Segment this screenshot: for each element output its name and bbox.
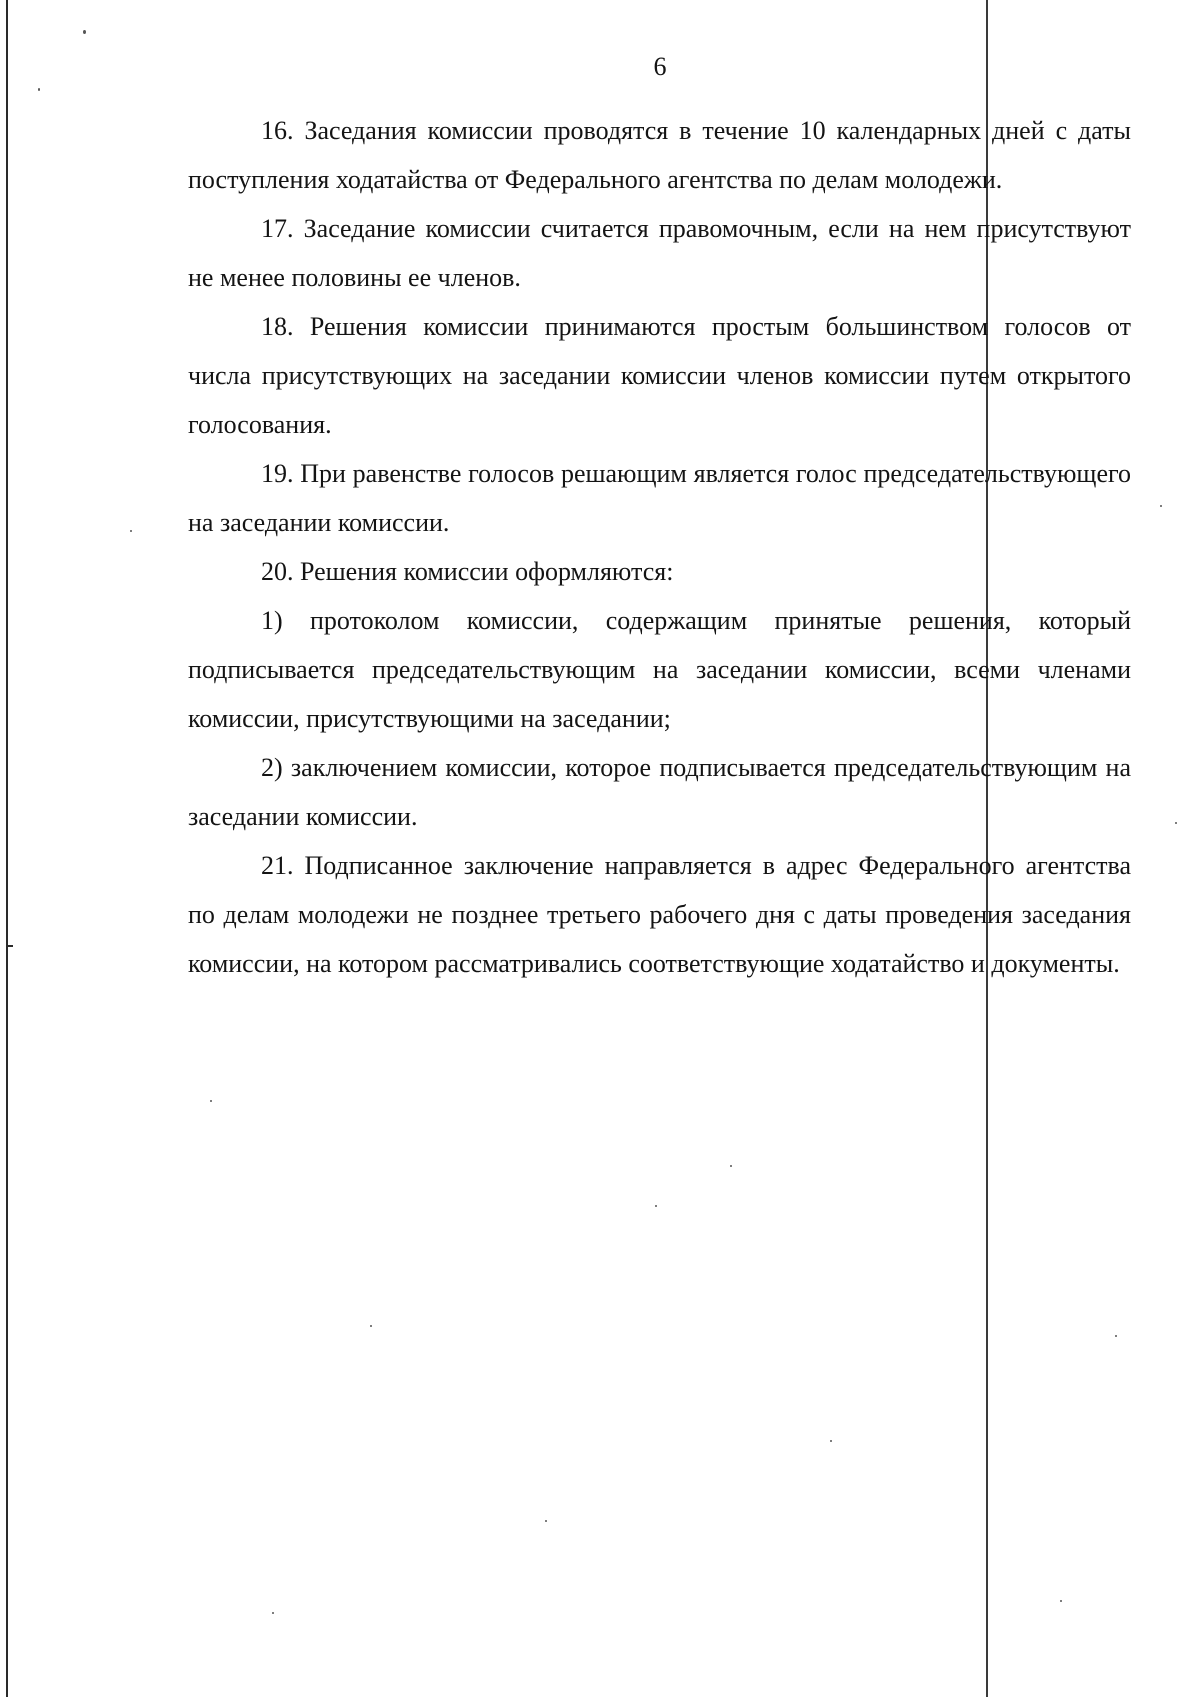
scan-speck: [272, 1612, 274, 1614]
paragraph-20-item-1: 1) протоколом комиссии, содержащим принятые решения, который подписывается председательствующим на заседании комиссии, всеми членами комиссии, присутствующими на заседании;: [188, 606, 1131, 733]
scan-edge-mark: [8, 945, 13, 947]
paragraph-19: 19. При равенстве голосов решающим является голос председательствующего на заседании комиссии.: [188, 459, 1131, 537]
scan-speck: [730, 1165, 732, 1167]
scan-speck: [370, 1325, 372, 1327]
paragraph-20: 20. Решения комиссии оформляются:: [261, 557, 674, 586]
scan-speck: [545, 1520, 547, 1522]
scan-speck: [830, 1440, 832, 1442]
scan-speck: [83, 30, 86, 34]
scan-speck: [1160, 505, 1162, 507]
scan-speck: [130, 530, 132, 532]
paragraph-21: 21. Подписанное заключение направляется в адрес Федерального агентства по делам молодежи не позднее третьего рабочего дня с даты проведения заседания комиссии, на котором рассматривались соответствующие ходатайство и документы.: [188, 851, 1131, 978]
scan-speck: [655, 1205, 657, 1207]
scan-speck: [38, 88, 40, 91]
scan-speck: [1175, 822, 1177, 824]
scan-speck: [210, 1100, 212, 1102]
scan-left-edge: [6, 0, 8, 1697]
paragraph-20-item-2: 2) заключением комиссии, которое подписывается председательствующим на заседании комиссии.: [188, 753, 1131, 831]
paragraph-18: 18. Решения комиссии принимаются простым большинством голосов от числа присутствующих на заседании комиссии членов комиссии путем открытого голосования.: [188, 312, 1131, 439]
document-body: [188, 106, 1131, 988]
scan-speck: [1115, 1335, 1117, 1337]
scan-speck: [1060, 1600, 1062, 1602]
paragraph-17: 17. Заседание комиссии считается правомочным, если на нем присутствуют не менее половины ее членов.: [188, 214, 1131, 292]
paragraph-16: 16. Заседания комиссии проводятся в течение 10 календарных дней с даты поступления ходатайства от Федерального агентства по делам молодежи.: [188, 116, 1131, 194]
page-number: 6: [653, 52, 667, 81]
